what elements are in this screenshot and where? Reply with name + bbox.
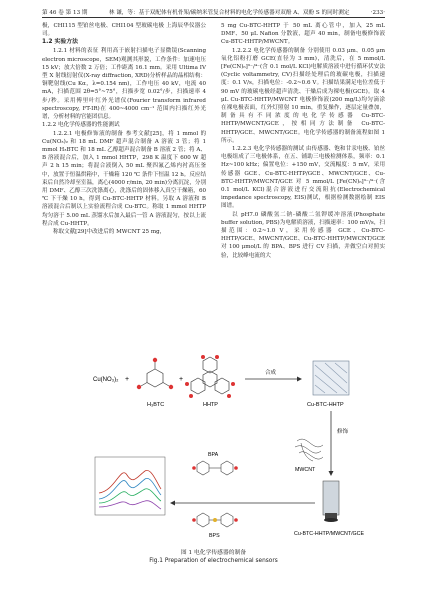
figure-caption-en: Fig.1 Preparation of electrochemical sensors <box>149 558 278 564</box>
ligand2-label: HHTP <box>203 402 218 408</box>
paragraph <box>221 145 385 211</box>
analyte1-label: BPA <box>208 452 219 458</box>
subsection-heading: 1.2.2 电化学传感器的性能测试 <box>42 122 120 129</box>
hhtp-structure-icon <box>185 355 235 398</box>
ligand1-label: H₃BTC <box>147 402 165 408</box>
paragraph: 称取文献[29]中改进后的 MWCNT 25 mg， <box>53 229 166 236</box>
left-column <box>42 22 206 236</box>
paragraph-text: 分别使用 0.03 μm、0.05 μm 氧化铝粉打磨 GCE(直径为 3 mm)，清洗后，在 5 mmol/L [Fe(CN)₆]³⁻/⁴⁻(含 0.1 mol/L KCl)电解质溶液中进行循环伏安法(Cyclic voltammetry, CV)扫描经处理后的玻碳电极，扫描速度：0.1 V/s，扫描电位：-0.2~0.6 V。扫描结果满足电位差低于 90 mV 的玻碳电极经超声清洗、干燥后成为裸电极(GCE)。取 4 μL Cu-BTC-HHTP/MWCNT 电极修饰液(200 mg/L)均匀滴涂在裸电极表面，红外灯照射 10 min，重复操作，逐层定量叠加，制备具有不同浓度的电化学传感器 Cu-BTC-HHTP/MWCNT/GCE，按相同方法制备 Cu-BTC-HHTP/GCE、MWCNT/GCE。电化学传感器的制备流程如图 1 所示。 <box>221 47 385 144</box>
paragraph: 以 pH7.0 磷酸氢二钠-磷酸二氢钾缓冲溶液(Phosphate buffer solution, PBS)为电解质溶液，扫描速率：100 mV/s，扫描范围：0.2~1.0 V，采用传感器 GCE、Cu-BTC-HHTP/GCE、MWCNT/GCE、Cu-BTC-HHTP/MWCNT/GCE 对 100 μmol/L 的 BPA、BPS 进行 CV 扫描，并做空白对照实验，比较峰电流的大 <box>221 211 385 259</box>
reagent-label: Cu(NO₃)₂ <box>93 377 119 383</box>
figure-caption-zh: 图 1 电化学传感器的制备 <box>180 550 247 556</box>
modify-label: 修饰 <box>337 429 349 435</box>
arrow-head-icon <box>297 377 302 382</box>
arrow-head-icon <box>329 471 334 476</box>
paragraph <box>221 47 385 145</box>
section-heading: 1.2 实验方法 <box>42 39 79 46</box>
electrode-icon <box>323 481 339 522</box>
mwcnt-icon <box>295 439 323 461</box>
mof-crystal-icon <box>313 361 349 395</box>
synthesis-label: 合成 <box>265 370 277 376</box>
plus-sign: + <box>125 376 130 383</box>
bps-structure-icon <box>192 513 238 527</box>
plus-sign: + <box>179 376 184 383</box>
product-label: Cu-BTC-HHTP <box>307 402 344 408</box>
arrow-head-icon <box>170 501 175 506</box>
h3btc-structure-icon <box>137 358 173 389</box>
figure-sensor-preparation <box>75 353 375 543</box>
analyte2-label: BPS <box>209 533 220 539</box>
header-page-number: ·233· <box>370 10 385 16</box>
mwcnt-label: MWCNT <box>295 467 316 473</box>
paragraph-text: 参考文献[25]，将 1 mmol 的 Cu(NO₃)₂ 和 18 mL DMF 超声混合制备 A 溶液 3 管；将 1 mmol H₃BTC 和 18 mL 乙醇超声混合制备 B 溶液 2 管；将 A、B 溶液混合后，加入 1 mmol HHTP，298 K 温度下 600 W 超声 2 h 15 min；将混合液倒入 50 mL 聚四氟乙烯内衬高压釜中，放置于恒温烘箱中，干燥箱 120 ℃ 条件下恒温 12 h。反应结束后自然冷却至室温，离心(4000 r/min, 20 min)分离沉淀，分别用 DMF、乙醇三次洗涤离心，洗涤后的固体移入真空干燥箱，60 ℃ 下干燥 10 h，得到 Cu-BTC-HHTP 材料。另取 A 溶液和 B 溶液混合后制以上实验流程合成 Cu-BTC。称取 1 mmol HHTP 均匀溶于 5.00 mL 蒸馏水后加入最后一管 A 溶液混匀，按以上流程合成 Cu-HHTP。 <box>42 130 207 227</box>
paragraph <box>42 47 206 121</box>
running-header <box>42 4 385 18</box>
paragraph-text: 由传感器、饱和甘汞电极、铂丝电极组成了三电极体系，在五、铺助三电极检测体系，频率：0.1 Hz~100 kHz；偏置电位：+150 mV，交流幅度：5 mV，采用传感器 GCE、Cu-BTC-HHTP/GCE、MWCNT/GCE、Cu-BTC-HHTP/MWCNT/GCE 对 5 mmol/L [Fe(CN)₆]³⁻/⁴⁻(含 0.1 mol/L KCl)混合溶液进行交流阻抗(Electrochemical impedance spectroscopy, EIS)测试，根据检测数据绘制 EIS 图谱。 <box>221 146 386 210</box>
cv-curves-plot <box>95 457 165 515</box>
paragraph: 极，CHI115 型铂丝电极、CHI104 型玻碳电极 上海辰华仪器公司。 <box>42 23 206 38</box>
subsubsection-heading: 1.2.2.3 电化学传感器的测试 <box>232 146 305 153</box>
paragraph-text: 利用高于嵌射扫描电子显微镜(Scanning electron microscope，SEM)观测其形貌，工作条件：加速电压 15 kV；放大倍数 2 万倍；工作距离 16.1 mm。采用 Ultima IV 型 X 射线衍射仪(X-ray diffraction, XRD)分析样品的晶相结构：铜靶射线(Cu Kα，λ=0.154 nm)，工作电压 40 kV，电流 40 mA，扫描范围 2θ=5°~75°，扫描步宽 0.02°/步，扫描速率 4 步/秒。采用傅里叶红外光谱仪(Fourier transform infrared spectroscopy, FT-IR)在 400~4000 cm⁻¹ 范围内扫描红外光谱，分析材料的官能团信息。 <box>42 48 206 121</box>
header-issue: 第 46 卷 第 13 期 <box>42 10 88 16</box>
subsubsection-heading: 1.2.2.1 电极修饰液的制备 <box>53 130 124 137</box>
subsubsection-heading: 1.2.2.2 电化学传感器的制备 <box>232 47 306 54</box>
header-article-title: 林 谦，等：基于双配体有机骨架/碳纳米管复合材料的电化学传感器对双酚 A、双酚 S 的同时测定 <box>108 10 350 16</box>
subsection-heading: 1.2.1 材料的表征 <box>53 48 99 55</box>
bpa-structure-icon <box>192 461 238 475</box>
right-column <box>221 22 385 260</box>
paragraph: 5 mg Cu-BTC-HHTP 于 50 mL 离心管中，加入 25 mL DMF、50 μL Nafion 分散液，超声 40 min，制备电极修饰液 Cu-BTC-HHTP/MWCNT。 <box>221 23 385 46</box>
paragraph <box>42 130 206 228</box>
sensor-label: Cu-BTC-HHTP/MWCNT/GCE <box>294 531 365 537</box>
